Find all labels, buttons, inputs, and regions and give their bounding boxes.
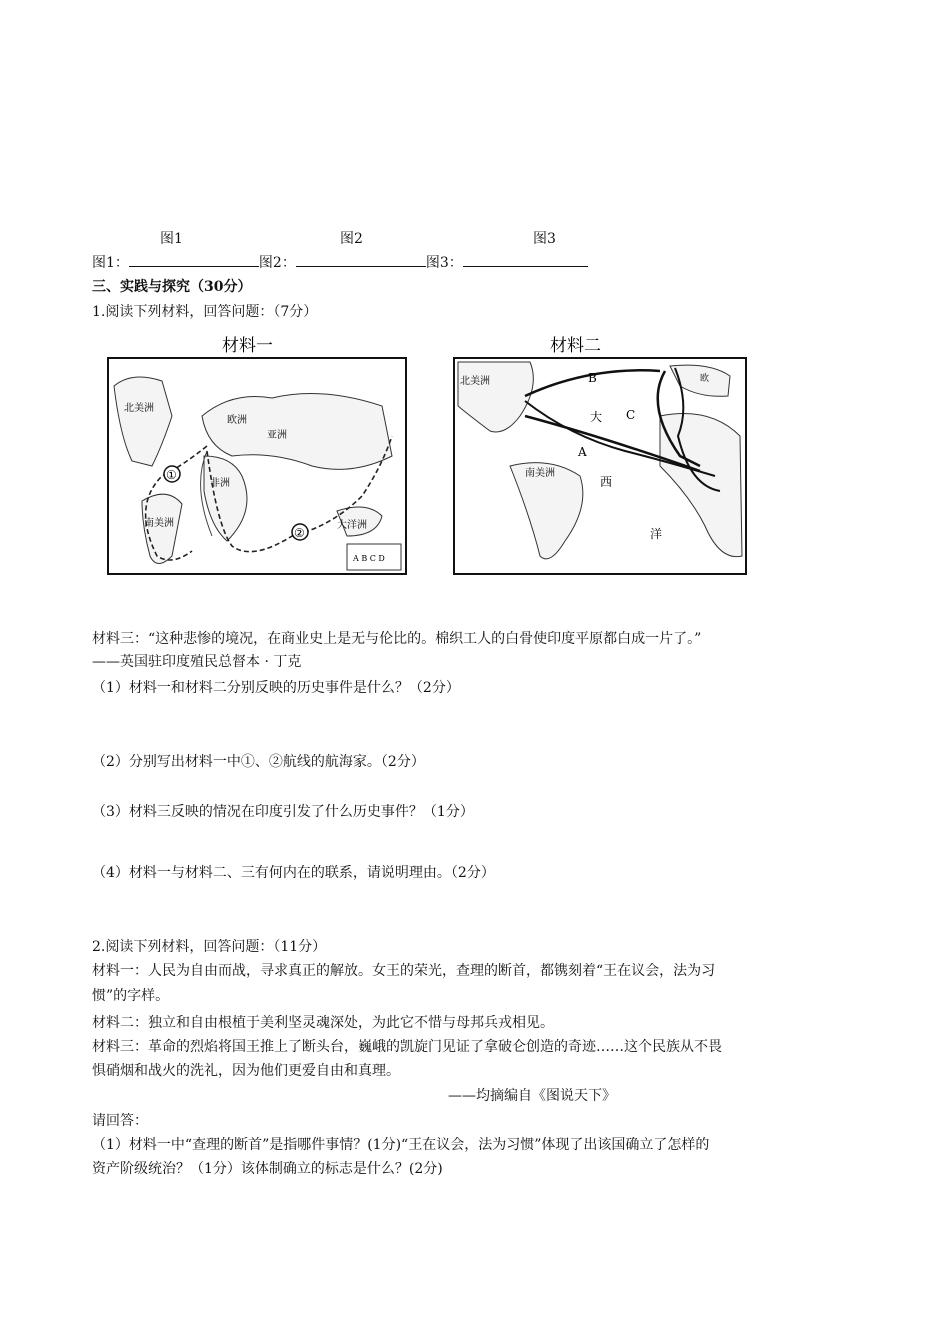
map2-label-b: B	[588, 371, 597, 385]
section-title: 三、实践与探究（30分）	[92, 279, 252, 295]
q2-material-3-line2: 惧硝烟和战火的洗礼，因为他们更爱自由和真理。	[92, 1063, 400, 1079]
atlantic-triangle-trade-map	[450, 326, 840, 578]
map2-ocean-yang: 洋	[650, 527, 663, 541]
map1-label-asia: 亚洲	[267, 430, 287, 441]
map-material-1	[92, 326, 482, 578]
q1-material-3: 材料三：“这种悲惨的境况，在商业史上是无与伦比的。棉织工人的白骨使印度平原都白成一片了。”	[92, 631, 702, 647]
fill-label-3: 图3：	[425, 255, 463, 271]
map1-label-oceania: 大洋洲	[337, 520, 367, 531]
q1-question-3: （3）材料三反映的情况在印度引发了什么历史事件？（1分）	[92, 804, 474, 820]
map1-route-label-1: ①	[166, 468, 177, 482]
map2-label-south-america: 南美洲	[525, 468, 555, 479]
q1-question-4: （4）材料一与材料二、三有何内在的联系，请说明理由。（2分）	[92, 865, 495, 881]
answer-fill-line	[92, 252, 588, 272]
map1-label-south-america: 南美洲	[144, 518, 174, 529]
answer-blank-3[interactable]	[463, 252, 588, 267]
q1-material-3-source: ——英国驻印度殖民总督本 · 丁克	[92, 654, 302, 670]
map1-label-north-america: 北美洲	[124, 403, 154, 414]
q2-question-1-line2: 资产阶级统治？（1分）该体制确立的标志是什么？(2分)	[92, 1161, 443, 1177]
q2-material-2: 材料二：独立和自由根植于美利坚灵魂深处，为此它不惜与母邦兵戎相见。	[92, 1015, 554, 1031]
question-1-intro: 1.阅读下列材料，回答问题：（7分）	[92, 304, 318, 320]
map-material-2	[450, 326, 840, 578]
map1-title: 材料一	[222, 336, 273, 356]
map2-label-a: A	[578, 445, 587, 459]
map1-legend: A B C D	[353, 554, 385, 563]
map1-label-africa: 非洲	[210, 478, 230, 489]
q2-material-1-line1: 材料一：人民为自由而战，寻求真正的解放。女王的荣光，查理的断首，都镌刻着“王在议会，法为习	[92, 963, 716, 979]
q2-material-3-line1: 材料三：革命的烈焰将国王推上了断头台，巍峨的凯旋门见证了拿破仑创造的奇迹……这个民族从不畏	[92, 1039, 722, 1055]
answer-blank-1[interactable]	[129, 252, 259, 267]
map2-title: 材料二	[550, 336, 601, 356]
map2-label-c: C	[626, 408, 636, 422]
figure-caption-3: 图3	[533, 231, 556, 247]
q1-question-2: （2）分别写出材料一中①、②航线的航海家。（2分）	[92, 754, 425, 770]
q2-question-1-line1: （1）材料一中“查理的断首”是指哪件事情？(1分)“王在议会，法为习惯”体现了出该国确立了怎样的	[92, 1137, 710, 1153]
map1-label-europe: 欧洲	[227, 415, 247, 426]
q1-question-1: （1）材料一和材料二分别反映的历史事件是什么？（2分）	[92, 680, 460, 696]
map1-route-label-2: ②	[294, 526, 305, 540]
map2-label-north-america: 北美洲	[460, 376, 490, 387]
map2-label-europe: 欧	[700, 374, 710, 384]
map2-ocean-da: 大	[590, 410, 603, 424]
q2-source: ——均摘编自《图说天下》	[448, 1088, 616, 1104]
answer-blank-2[interactable]	[296, 252, 426, 267]
world-map-exploration-routes	[92, 326, 482, 578]
figure-caption-2: 图2	[340, 231, 363, 247]
question-2-intro: 2.阅读下列材料，回答问题：（11分）	[92, 939, 327, 955]
figure-caption-1: 图1	[160, 231, 183, 247]
map2-ocean-xi: 西	[600, 475, 613, 489]
q2-prompt: 请回答：	[92, 1113, 148, 1129]
fill-label-1: 图1：	[92, 255, 129, 271]
q2-material-1-line2: 惯”的字样。	[92, 988, 170, 1004]
fill-label-2: 图2：	[258, 255, 296, 271]
